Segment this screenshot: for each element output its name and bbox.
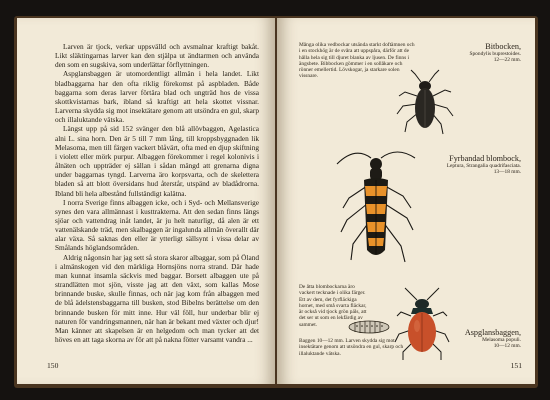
page-number-right: 151	[510, 361, 522, 370]
larva-illustration	[347, 318, 391, 336]
caption-scientific-name: Leptura, Strangalia quadrifasciata.	[446, 163, 521, 169]
right-page	[277, 18, 535, 384]
paragraph: Aldrig någonsin har jag sett så stora skaror albaggar, som på Öland i almänskogen vid den märkliga Hornsjöns norra strand. Där hade man kunnat insamla säckvis med baggar. Borsett albaggen ute på strandlätten mot sjön, visste jag att den växt, som kallas Mose brinnande buske, skulle finnas, och när jag kom från albaggen med de blå ädelstensbaggarna till busken, stod Bibelns berättelse om den brinnande busken för mitt inne. Hur väl föll, hur underbar blir ej naturen för vandringsmannen, när han är bekant med växter och djur! Man känner att skapelsen är en helgedom och man tycker att det höves en att taga skorna av för att på nakna fötter varsamt vandra ...	[55, 252, 259, 344]
paragraph: Aspglansbaggen är utomordentligt allmän i hela landet. Likt bladbaggarna har den ofta riklig förekomst på aspbladen. Både baggarna som deras larver förtära blad och ungträd hos de vissa skottkvistarnas bark, ibland så kraftigt att hela skottet vissnar. Larverna skydda sig mot insektätare genom att utsöndra en gul, skarp och illaluktande vätska.	[55, 69, 259, 125]
caption-scientific-name: Spondylis buprestoides.	[469, 51, 521, 57]
caption-aspglansbaggen	[431, 328, 521, 350]
left-page	[17, 18, 275, 384]
paragraph: Larven är tjock, verkar uppsvälld och avsmalnar kraftigt bakåt. Likt släktingarnas larver kan den stjälpa ut ändtarmen och använda den som en sugskiva, som underlättar förflyttningen.	[55, 42, 259, 70]
caption-name: Fyrbandad blombock,	[449, 154, 521, 163]
mid-note: De åtta blombockarna äro vackert tecknade i olika färger. Ett av dem, det fyrfläckiga hornet, med små svarta fläckar, är också vid tjock grön päls, att det ser ut som en lekfärdig av sammet.	[299, 284, 367, 328]
open-book	[14, 16, 538, 388]
paragraph: Längst upp på sid 152 svänger den blå allövbaggen, Agelastica alni L. sina horn. Den är 5 till 7 mm lång, till kroppsbyggnaden lik Melasoma, men till färgen vackert blåvärt, ofta med en djup skiftning i violett eller mörk purpur. Albaggen förekommer i regel kolonivis i ålnäten och uppträder ej sällan i sådan mängd att grenarna digna under baggarnas tyngd. Larverna äro korpsvarta, och de skelettera bladen så att blott översidans hud återstår, utspänd av bladådrorna. Ibland bli hela albestånd fullständigt kalätna.	[55, 124, 259, 198]
caption-bitbocken	[421, 42, 521, 64]
left-page-text	[55, 42, 259, 344]
paragraph: I norra Sverige finns albaggen icke, och i Syd- och Mellansverige synes den vara allmännast i kusttrakterna. Att den sedan finns längs sjöar och vattendrag inåt landet, är ju helt naturligt, då alen är ett vattenälskande träd, men skalbaggen är ingalunda allmän överallt där alar växa. Så saknas den eller är ytterligt sällsynt i vissa delar av Smålands höglandsområden.	[55, 197, 259, 253]
caption-size: 13—18 mm.	[493, 169, 521, 176]
aspglansbaggen-illustration	[393, 286, 451, 364]
caption-scientific-name: Melasoma populi.	[482, 337, 521, 343]
bottom-note: Baggen 10—12 mm. Larven skydda sig mot insektätare genom att utsöndra en gul, skarp och illaluktande vätska.	[299, 338, 404, 357]
caption-name: Bitbocken,	[485, 42, 521, 51]
top-note: Många olika vedbockar utsända starkt doftämnen och i en stockhög är de svåra att uppspåra, därför att de hålla hela sig till djuret blanka av ljusen. De finns i ängsbete. Bibbocken gömmer i en sollåkare och rönner emellertid. Lövskogar, ja starkare solen vissnare.	[299, 42, 415, 80]
caption-size: 12—22 mm.	[493, 57, 521, 64]
bitbocken-illustration	[395, 66, 455, 138]
caption-name: Aspglansbaggen,	[464, 328, 521, 337]
fyrbandad-blombock-illustration	[331, 138, 421, 286]
caption-size: 10—12 mm.	[493, 343, 521, 350]
page-number-left: 150	[47, 361, 59, 370]
